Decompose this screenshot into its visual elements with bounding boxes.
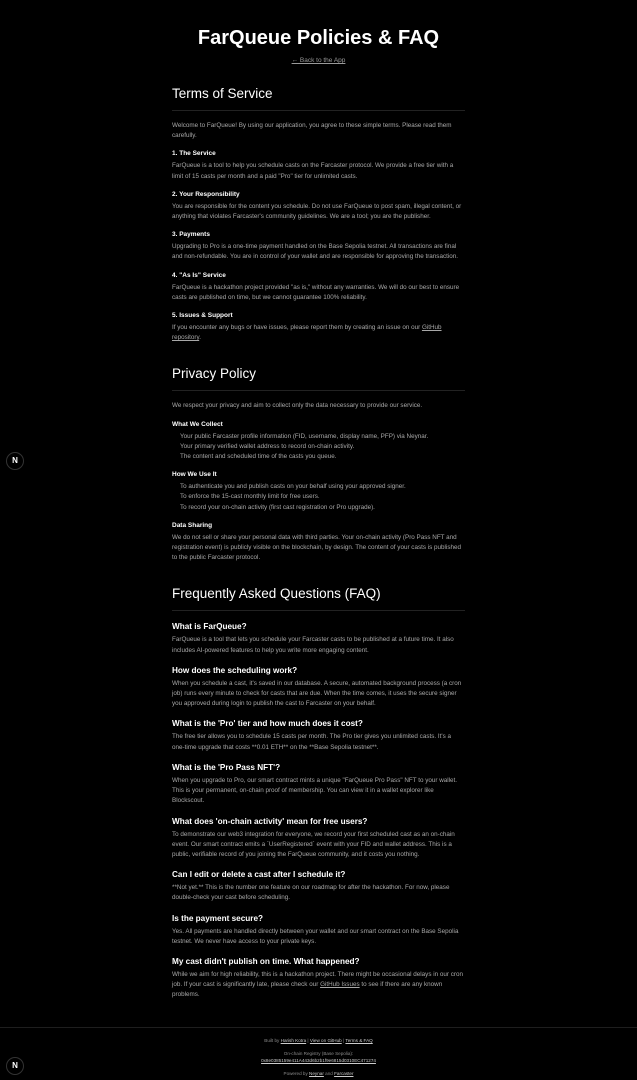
terms-faq-link[interactable]: Terms & FAQ: [345, 1038, 373, 1043]
page-title: FarQueue Policies & FAQ: [197, 27, 440, 49]
list-item: To authenticate you and publish casts on your behalf using your approved signer.: [180, 483, 406, 491]
privacy-heading: What We Collect: [172, 420, 223, 428]
registry-address-link[interactable]: 0x8e0385159e411A443d6b2b1f9e6815d0310EC471274: [261, 1058, 376, 1063]
collect-list: [172, 432, 465, 463]
list-item: The content and scheduled time of the casts you queue.: [180, 453, 337, 461]
list-item: Your primary verified wallet address to record on-chain activity.: [180, 442, 355, 450]
faq-question: How does the scheduling work?: [172, 665, 298, 675]
faq-answer: While we aim for high reliability, this is a hackathon project. There might be occasional delays in our cron job. If your cast is significantly late, please check our GitHub Issues to see if there are any known problems.: [172, 970, 463, 999]
neynar-link[interactable]: Neynar: [309, 1071, 324, 1076]
terms-heading: 1. The Service: [172, 150, 216, 158]
terms-intro: Welcome to FarQueue! By using our application, you agree to these simple terms. Please read them carefully.: [172, 122, 452, 140]
faq-section: [172, 585, 465, 1000]
terms-section: [172, 85, 465, 343]
use-list: [172, 482, 465, 513]
back-to-app-link[interactable]: ← Back to the App: [291, 57, 346, 64]
faq-answer: Yes. All payments are handled directly between your wallet and our smart contract on the Base Sepolia testnet. We never have access to your private keys.: [172, 927, 459, 945]
github-issues-link[interactable]: GitHub Issues: [320, 981, 360, 989]
faq-question: What is the 'Pro Pass NFT'?: [172, 762, 281, 772]
list-item: To record your on-chain activity (first cast registration or Pro upgrade).: [180, 503, 375, 511]
list-item: To enforce the 15-cast monthly limit for free users.: [180, 493, 320, 501]
faq-answer: When you upgrade to Pro, our smart contract mints a unique "FarQueue Pro Pass" NFT to your wallet. This is your permanent, on-chain proof of membership. You can view it in a wallet explorer like Blockscout.: [172, 776, 458, 805]
section-title: Frequently Asked Questions (FAQ): [172, 585, 465, 611]
faq-question: What does 'on-chain activity' mean for free users?: [172, 816, 368, 826]
faq-answer: The free tier allows you to schedule 15 casts per month. The Pro tier gives you unlimited casts. It's a one-time upgrade that costs **0.01 ETH** on the **Base Sepolia testnet**.: [172, 733, 451, 751]
farcaster-link[interactable]: Farcaster: [334, 1071, 354, 1076]
privacy-section: [172, 365, 465, 563]
nextjs-badge-icon[interactable]: N: [6, 1057, 24, 1075]
privacy-heading: Data Sharing: [172, 521, 213, 529]
privacy-intro: We respect your privacy and aim to collect only the data necessary to provide our service.: [172, 402, 423, 410]
privacy-text: We do not sell or share your personal data with third parties. Your on-chain activity (Pro Pass NFT and registration event) is publicly visible on the blockchain, by design. The content of your casts is published to the public Farcaster protocol.: [172, 533, 461, 562]
terms-text: FarQueue is a hackathon project provided "as is," without any warranties. We will do our best to ensure casts are published on time, but we cannot guarantee 100% reliability.: [172, 283, 460, 301]
github-link[interactable]: View on GitHub: [309, 1038, 342, 1043]
github-repository-link[interactable]: GitHub repository: [172, 324, 442, 342]
faq-question: Is the payment secure?: [172, 913, 264, 923]
terms-heading: 5. Issues & Support: [172, 312, 233, 320]
content: [172, 85, 465, 1001]
faq-question: What is the 'Pro' tier and how much does it cost?: [172, 719, 363, 729]
terms-heading: 4. "As Is" Service: [172, 271, 226, 279]
faq-answer: To demonstrate our web3 integration for everyone, we record your first scheduled cast as an on-chain event. Our smart contract emits a `UserRegistered` event with your FID and wallet address. This is a public, verifiable record of you joining the FarQueue community, and it costs you nothing.: [172, 830, 455, 858]
faq-answer: When you schedule a cast, it's saved in our database. A secure, automated background process (a cron job) runs every minute to check for casts that are due. When the time comes, it uses the secure signer you approved during login to publish the cast to Farcaster on your behalf.: [172, 679, 462, 708]
privacy-heading: How We Use It: [172, 471, 217, 479]
terms-heading: 3. Payments: [172, 231, 210, 239]
faq-question: Can I edit or delete a cast after I schedule it?: [172, 870, 346, 880]
list-item: Your public Farcaster profile information (FID, username, display name, PFP) via Neynar.: [180, 432, 429, 440]
author-link[interactable]: Harish Kotra: [280, 1038, 307, 1043]
terms-text: If you encounter any bugs or have issues, please report them by creating an issue on our GitHub repository.: [172, 324, 442, 342]
terms-text: Upgrading to Pro is a one-time payment handled on the Base Sepolia testnet. All transactions are final and non-refundable. You are in control of your wallet and are responsible for approving the transaction.: [172, 243, 458, 261]
faq-answer: **Not yet.** This is the number one feature on our roadmap for after the hackathon. For now, please double-check your cast before scheduling.: [172, 884, 450, 902]
terms-text: FarQueue is a tool to help you schedule casts on the Farcaster protocol. We provide a free tier with a limit of 15 casts per month and a paid "Pro" tier for unlimited casts.: [172, 162, 454, 180]
faq-answer: FarQueue is a tool that lets you schedule your Farcaster casts to be published at a future time. It also includes AI-powered features to help you write more engaging content.: [172, 636, 454, 654]
faq-question: My cast didn't publish on time. What happened?: [172, 956, 360, 966]
terms-heading: 2. Your Responsibility: [172, 190, 240, 198]
section-title: Privacy Policy: [172, 365, 465, 391]
terms-text: You are responsible for the content you schedule. Do not use FarQueue to post spam, illegal content, or anything that violates Farcaster's community guidelines. We are a tool; you are the publisher.: [172, 202, 462, 221]
nextjs-badge-icon[interactable]: N: [6, 452, 24, 470]
footer: Built by Harish Kotra | View on GitHub | Terms & FAQ On-chain Registry (Base Sepolia): 0x8e0385159e411A443d6b2b1f9e6815d0310EC471274 Powered by Neynar and Farcaster: [0, 1027, 637, 1077]
registry-label: On-chain Registry (Base Sepolia):: [283, 1051, 354, 1056]
section-title: Terms of Service: [172, 85, 465, 111]
faq-question: What is FarQueue?: [172, 622, 247, 632]
